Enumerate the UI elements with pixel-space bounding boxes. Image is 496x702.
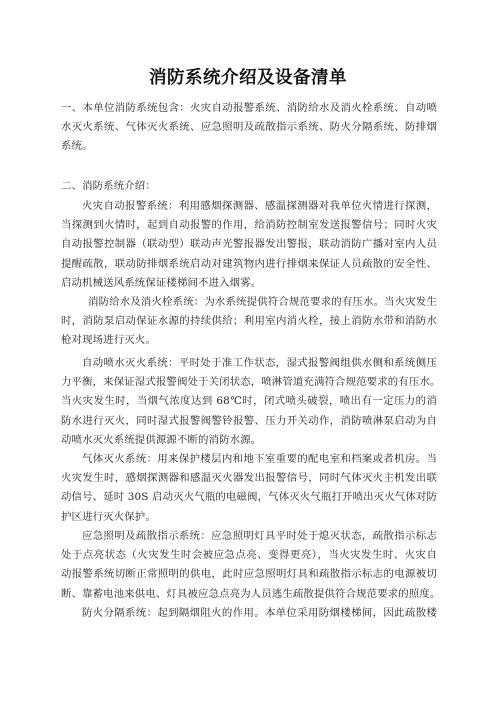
gas-extinguishing-paragraph: [61, 450, 437, 527]
text-line: 提醒疏散，联动防排烟系统启动对建筑物内进行排烟来保证人员疏散的安全性、: [61, 257, 437, 270]
text-line: 断、靠蓄电池来供电、灯具被应急点亮为人员逃生疏散提供符合规范要求的照度。: [61, 587, 441, 600]
section-1-paragraph: [61, 99, 437, 157]
text-line: 动喷水灭火系统提供源源不断的消防水源。: [61, 433, 262, 446]
text-line: 消防给水及消火栓系统：为水系统提供符合规范要求的有压水。当火灾发生: [88, 296, 437, 308]
text-line: 火灾发生时，感烟探测器和感温灭火器发出报警信号，同时气体灭火主机发出联: [61, 472, 437, 485]
text-line: 力平衡，来保证湿式报警阀处于关闭状态，喷淋管道充满符合规范要求的有压水。: [61, 376, 441, 389]
text-line: 启动机械送风系统保证楼梯间不进入烟雾。: [61, 276, 262, 289]
text-line: 火灾自动报警系统：利用感烟探测器、感温探测器对我单位火情进行探测，: [82, 200, 437, 212]
text-line: 自动喷水灭火系统：平时处于准工作状态，湿式报警阀组供水侧和系统侧压: [82, 357, 437, 369]
text-line: 动信号、延时 30S 启动灭火气瓶的电磁阀，气体灭火气瓶打开喷出灭火气体对防: [61, 491, 437, 504]
text-line: 动报警系统切断正常照明的供电，此时应急照明灯具和疏散指示标志的电源被切: [61, 568, 437, 581]
text-line: 水灭火系统、气体灭火系统、应急照明及疏散指示系统、防火分隔系统、防排烟: [61, 121, 437, 134]
text-line: 自动报警控制器（联动型）联动声光警报器发出警报，联动消防广播对室内人员: [61, 238, 437, 251]
sprinkler-paragraph: [61, 354, 441, 450]
text-line: 气体灭火系统：用来保护楼层内和地下室重要的配电室和档案或者机房。当: [82, 453, 437, 465]
section-2-heading: [61, 177, 437, 196]
text-line: 时，消防泵启动保证水源的持续供给；利用室内消火栓，接上消防水带和消防水: [61, 315, 437, 328]
fire-separation-paragraph: [61, 604, 437, 623]
text-line: 防火分隔系统：起到隔烟阻火的作用。本单位采用防烟楼梯间，因此疏散楼: [82, 607, 437, 619]
fire-alarm-paragraph: [61, 197, 437, 293]
document-title: 消防系统介绍及设备清单: [149, 68, 347, 88]
text-line: 当探测到火情时，起到自动报警的作用，给消防控制室发送报警信号；同时火灾: [61, 219, 437, 232]
text-line: 枪对现场进行灭火。: [61, 334, 156, 347]
text-line: 一、本单位消防系统包含：火灾自动报警系统、消防给水及消火栓系统、自动喷: [61, 102, 437, 114]
emergency-lighting-paragraph: [61, 527, 441, 604]
text-line: 防水进行灭火，同时湿式报警阀警铃报警、压力开关动作，消防喷淋泵启动为自: [61, 414, 437, 427]
hydrant-paragraph: [61, 293, 437, 351]
text-line: 二、消防系统介绍：: [61, 180, 156, 192]
text-line: 处于点亮状态（火灾发生时会被应急点亮、变得更亮），当火灾发生时、火灾自: [61, 549, 437, 562]
text-line: 应急照明及疏散指示系统：应急照明灯具平时处于熄灭状态，疏散指示标志: [82, 530, 437, 542]
text-line: 系统。: [61, 140, 93, 153]
text-line: 当火灾发生时，当烟气浓度达到 68℃时，闭式喷头破裂，喷出有一定压力的消: [61, 395, 437, 408]
text-line: 护区进行灭火保护。: [61, 510, 156, 523]
